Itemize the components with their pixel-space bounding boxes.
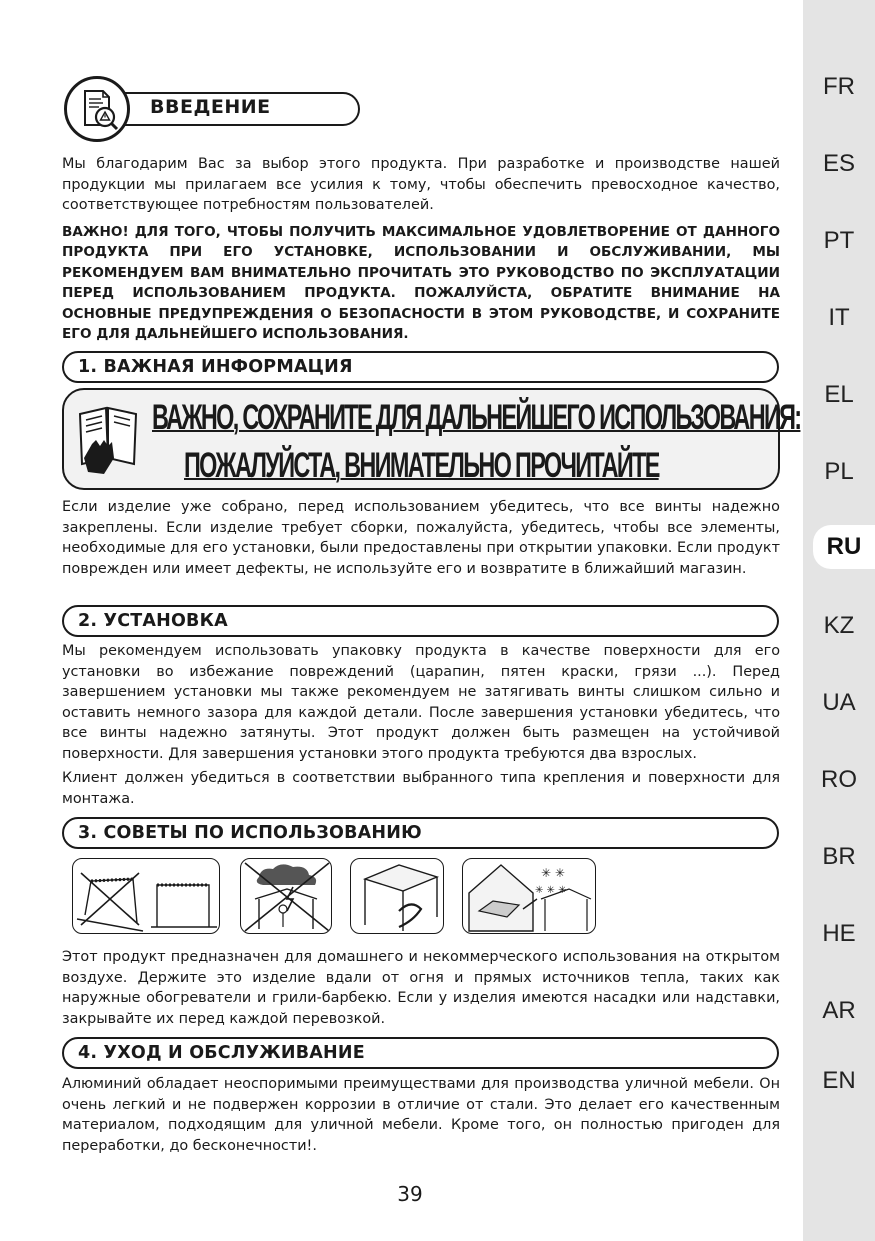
lang-tab-pt[interactable]: PT: [823, 227, 855, 254]
intro-warning-paragraph: ВАЖНО! ДЛЯ ТОГО, ЧТОБЫ ПОЛУЧИТЬ МАКСИМАЛЬНОЕ УДОВЛЕТВОРЕНИЕ ОТ ДАННОГО ПРОДУКТА ПРИ ЕГО УСТАНОВКЕ, ИСПОЛЬЗОВАНИИ И ОБСЛУЖИВАНИИ, МЫ РЕКОМЕНДУЕМ ВАМ ВНИМАТЕЛЬНО ПРОЧИТАТЬ ЭТО РУКОВОДСТВО ПО ЭКСПЛУАТАЦИИ ПЕРЕД ИСПОЛЬЗОВАНИЕМ ПРОДУКТА. ПОЖАЛУЙСТА, ОБРАТИТЕ ВНИМАНИЕ НА ОСНОВНЫЕ ПРЕДУПРЕЖДЕНИЯ О БЕЗОПАСНОСТИ В ЭТОМ РУКОВОДСТВЕ, И СОХРАНИТЕ ЕГО ДЛЯ ДАЛЬНЕЙШЕГО ИСПОЛЬЗОВАНИЯ.: [62, 224, 780, 343]
illustration-no-storm: [240, 858, 332, 934]
section-4-header: [62, 1037, 779, 1069]
section-4-text: Алюминий обладает неоспоримыми преимуществами для производства уличной мебели. Он очень легкий и не подвержен коррозии в отличие от стали. Это делает его качественным материалом, подходящим для уличной мебели. Кроме того, он полностью пригоден для переработки, до бесконечности!.: [62, 1076, 780, 1154]
intro-icon-circle: [64, 76, 130, 142]
lang-tab-fr[interactable]: FR: [823, 73, 855, 100]
lang-tab-it[interactable]: IT: [828, 304, 850, 331]
illustration-winter-storage: [462, 858, 596, 934]
banner-line-1: ВАЖНО, СОХРАНИТЕ ДЛЯ ДАЛЬНЕЙШЕГО ИСПОЛЬЗОВАНИЯ:: [152, 398, 801, 437]
lang-tab-ru-active[interactable]: RU: [813, 525, 875, 569]
lang-tab-en[interactable]: EN: [822, 1067, 856, 1094]
illustration-anchoring: [350, 858, 444, 934]
document-warning-icon: [67, 79, 127, 139]
section-1-title: 1. ВАЖНАЯ ИНФОРМАЦИЯ: [78, 357, 353, 377]
lang-tab-ar[interactable]: AR: [822, 997, 856, 1024]
section-2-text-1: Мы рекомендуем использовать упаковку продукта в качестве поверхности для его установки во избежание повреждений (царапин, пятен краски, грязи ...). Перед завершением установки мы также рекомендуем не затягивать винты слишком сильно и оставить немного зазора для каждой детали. После завершения установки убедитесь, что все винты надежно затянуты. Этот продукт должен быть размещен на устойчивой поверхности. Для завершения установки этого продукта требуются два взрослых.: [62, 643, 780, 762]
intro-header: [64, 76, 304, 138]
svg-text:✳ ✳ ✳: ✳ ✳ ✳: [535, 885, 567, 896]
section-2-title: 2. УСТАНОВКА: [78, 611, 228, 631]
lang-tab-es[interactable]: ES: [822, 150, 855, 177]
winter-storage-icon: [463, 859, 596, 934]
lang-tab-ua[interactable]: UA: [822, 689, 856, 716]
pergola-anchor-icon: [351, 859, 444, 934]
intro-paragraph: Мы благодарим Вас за выбор этого продукта. При разработке и производстве нашей продукции мы прилагаем все усилия к тому, чтобы обеспечить превосходное качество, соответствующее потребностям пользователей.: [62, 156, 780, 213]
lang-tab-el[interactable]: EL: [824, 381, 854, 408]
section-3-header: [62, 817, 779, 849]
lang-tab-ro[interactable]: RO: [821, 766, 857, 793]
intro-title: ВВЕДЕНИЕ: [150, 96, 271, 118]
section-4-title: 4. УХОД И ОБСЛУЖИВАНИЕ: [78, 1043, 365, 1063]
page-number: 39: [397, 1182, 423, 1206]
open-book-hand-icon: [74, 400, 146, 480]
section-1-header: [62, 351, 779, 383]
lang-tab-he[interactable]: HE: [822, 920, 856, 947]
section-3-title: 3. СОВЕТЫ ПО ИСПОЛЬЗОВАНИЮ: [78, 823, 422, 843]
storm-prohibited-icon: [241, 859, 332, 934]
lang-tab-kz[interactable]: KZ: [823, 612, 855, 639]
section-2-text-2: Клиент должен убедиться в соответствии выбранного типа крепления и поверхности для монтажа.: [62, 770, 780, 807]
section-3-text: Этот продукт предназначен для домашнего и некоммерческого использования на открытом воздухе. Держите это изделие вдали от огня и прямых источников тепла, таких как наружные обогреватели и грили-барбекю. Если у изделия имеются насадки или надставки, закрывайте их перед каждой перевозкой.: [62, 949, 780, 1027]
section-2-header: [62, 605, 779, 637]
read-instructions-banner: [62, 388, 801, 490]
lang-tab-br[interactable]: BR: [822, 843, 856, 870]
illustration-uneven-ground: [72, 858, 220, 934]
section-1-text: Если изделие уже собрано, перед использованием убедитесь, что все винты надежно закреплены. Если изделие требует сборки, пожалуйста, убедитесь, чтобы все элементы, необходимые для его установки, были предоставлены при открытии упаковки. Если продукт поврежден или имеет дефекты, не используйте его и возвратите в ближайший магазин.: [62, 499, 780, 577]
svg-text:✳ ✳: ✳ ✳: [541, 866, 565, 880]
lang-tab-pl[interactable]: PL: [824, 458, 854, 485]
tilted-pergola-icon: [73, 859, 220, 934]
banner-line-2: ПОЖАЛУЙСТА, ВНИМАТЕЛЬНО ПРОЧИТАЙТЕ: [184, 446, 659, 485]
